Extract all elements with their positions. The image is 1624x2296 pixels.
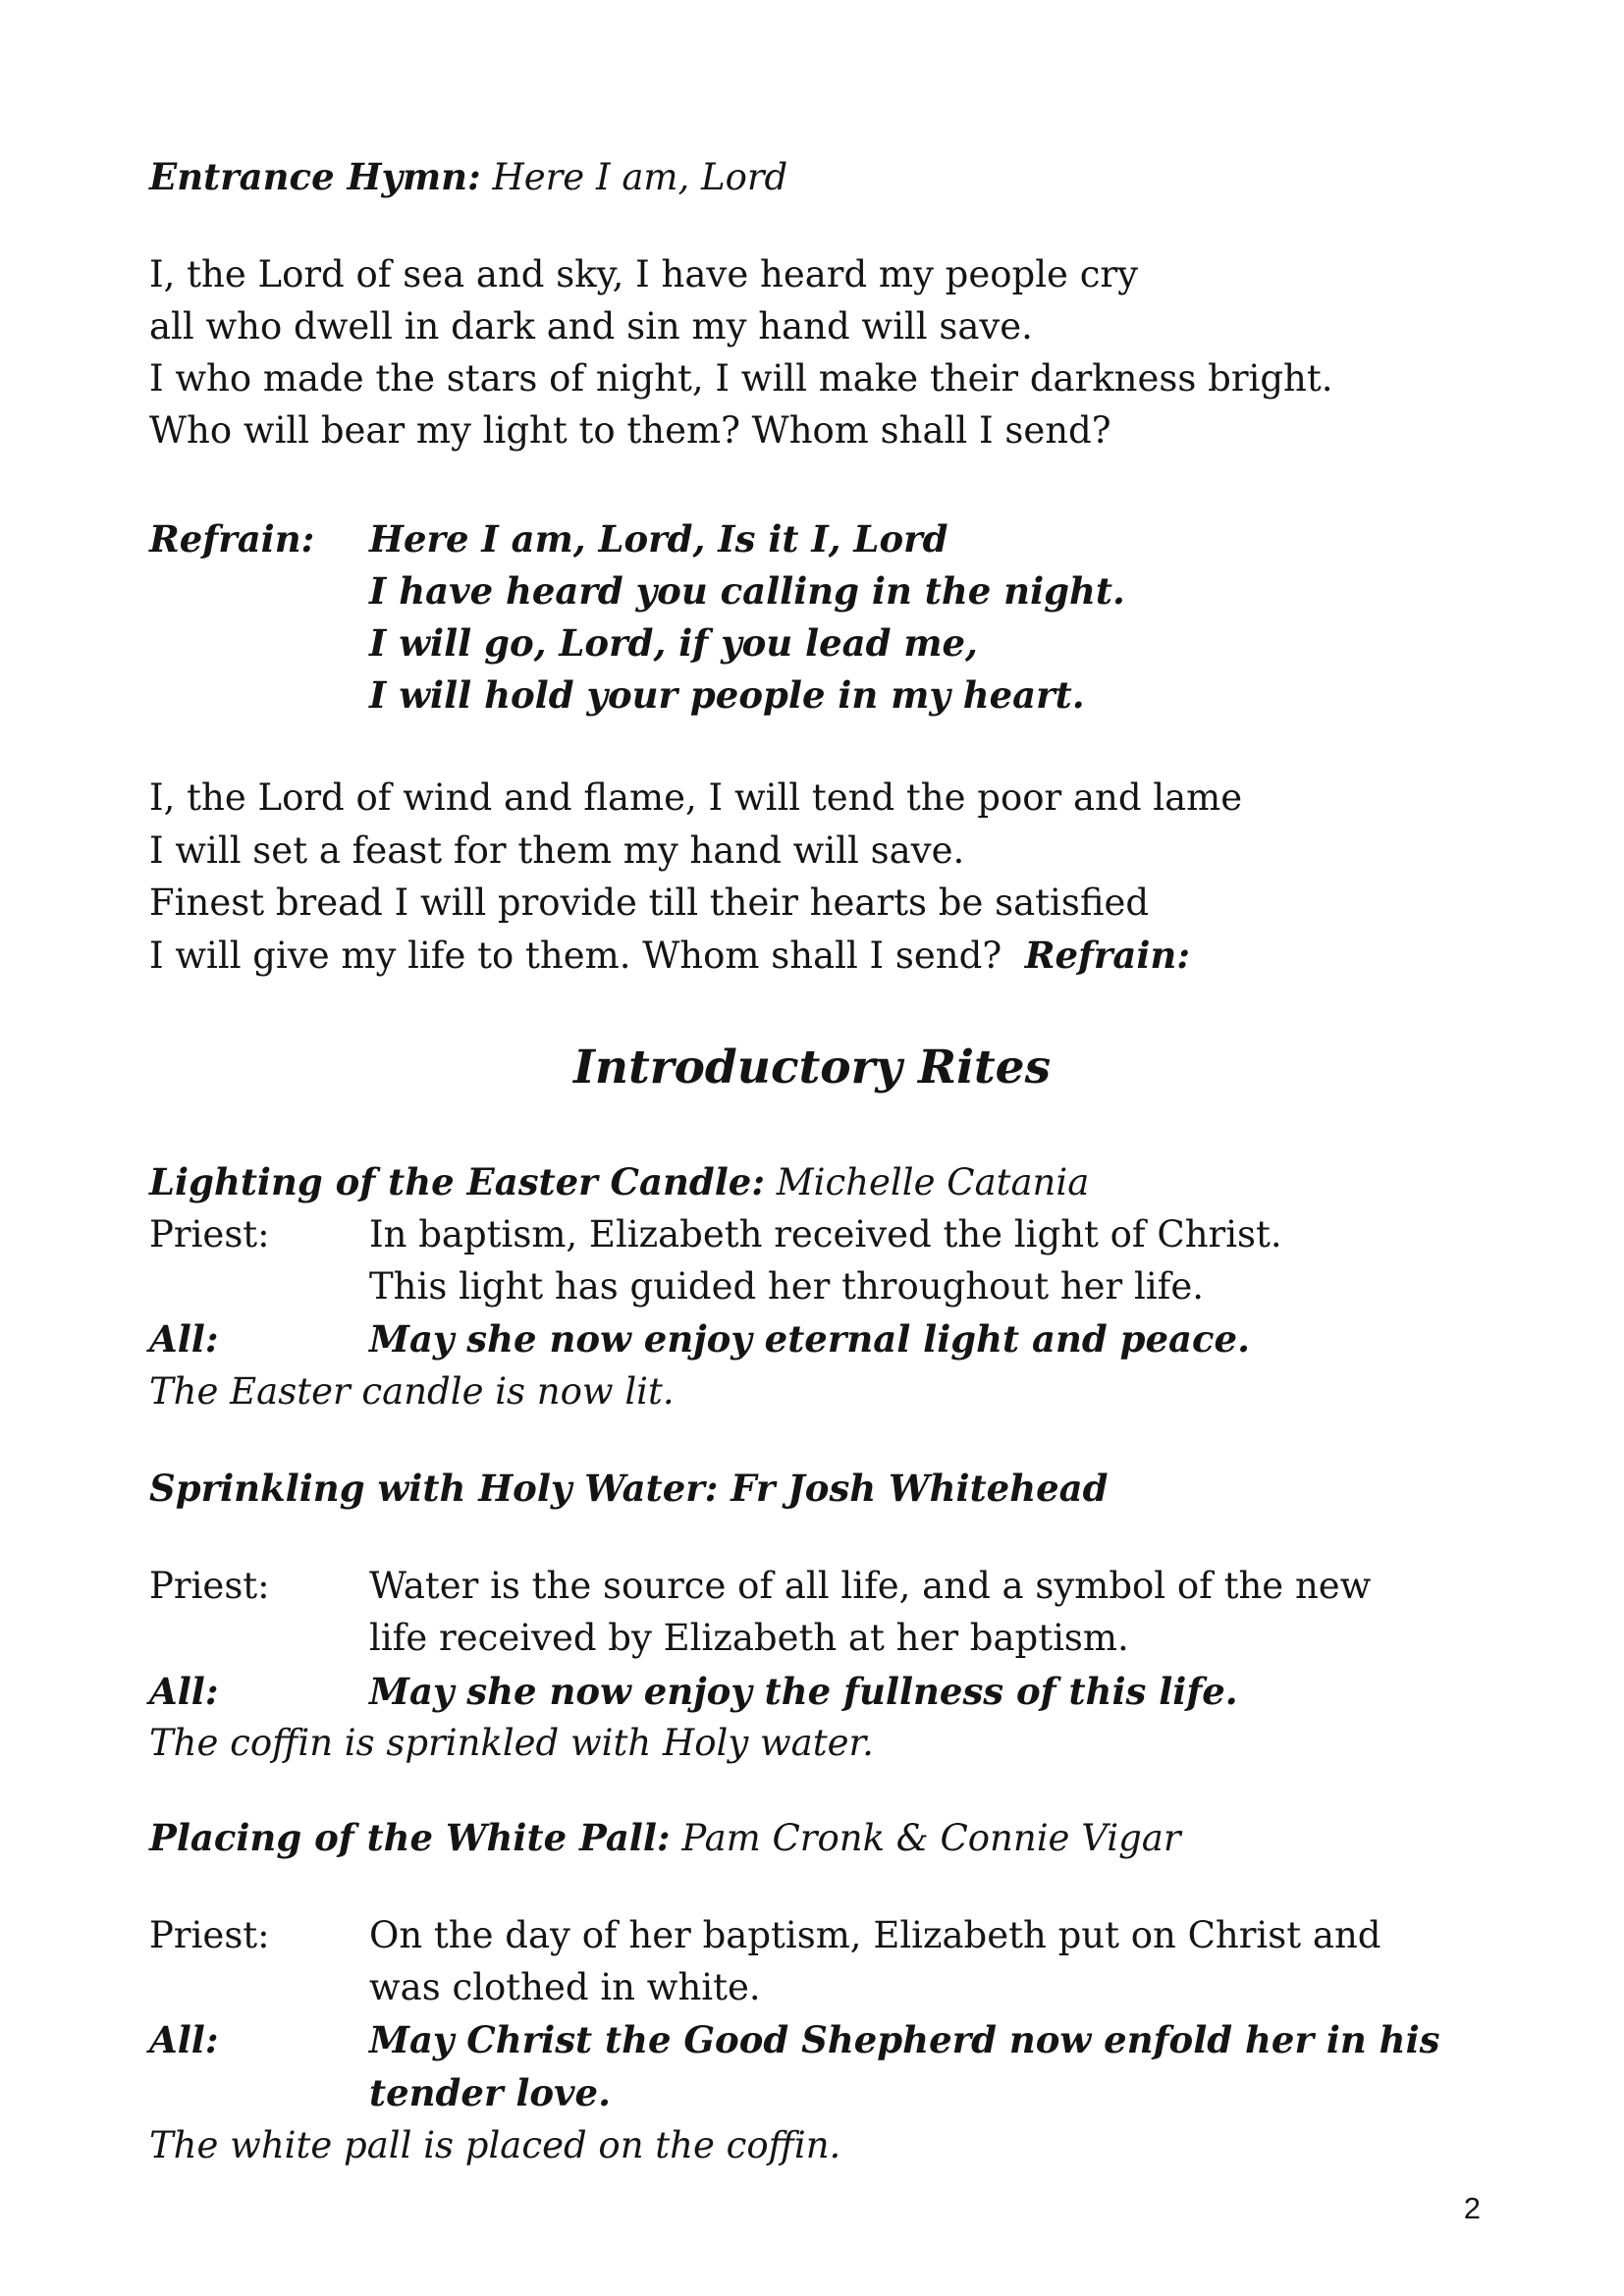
- priest-line: life received by Elizabeth at her baptism.: [369, 1617, 1129, 1659]
- priest-line: was clothed in white.: [369, 1966, 761, 2008]
- priest-label: Priest:: [149, 1213, 270, 1255]
- easter-candle-heading: [149, 1156, 1089, 1208]
- entrance-hymn-label: Entrance Hymn:: [149, 155, 481, 198]
- verse2-line: [149, 930, 1190, 982]
- entrance-hymn-title: Here I am, Lord: [492, 156, 788, 198]
- verse2-last-text: I will give my life to them. Whom shall I send?: [149, 934, 1002, 977]
- verse1-line: all who dwell in dark and sin my hand will save.: [149, 305, 1033, 347]
- rubric: The white pall is placed on the coffin.: [149, 2124, 841, 2166]
- verse2-line: I, the Lord of wind and flame, I will tend the poor and lame: [149, 776, 1243, 819]
- verse2-refrain-cue: Refrain:: [1024, 934, 1190, 977]
- refrain-label: Refrain:: [149, 517, 315, 561]
- verse1-line: I, the Lord of sea and sky, I have heard my people cry: [149, 253, 1139, 295]
- rubric: The coffin is sprinkled with Holy water.: [149, 1722, 874, 1764]
- page-number: 2: [1463, 2191, 1481, 2225]
- verse2-line: Finest bread I will provide till their hearts be satisfied: [149, 881, 1150, 924]
- priest-line: On the day of her baptism, Elizabeth put on Christ and: [369, 1914, 1381, 1956]
- white-pall-people: Pam Cronk & Connie Vigar: [681, 1817, 1181, 1859]
- all-response: May Christ the Good Shepherd now enfold her in his: [369, 2018, 1440, 2061]
- refrain-line: I will hold your people in my heart.: [369, 673, 1085, 717]
- priest-label: Priest:: [149, 1914, 270, 1956]
- easter-candle-label: Lighting of the Easter Candle:: [149, 1160, 765, 1203]
- verse1-line: Who will bear my light to them? Whom shall I send?: [149, 409, 1111, 452]
- verse1-line: I who made the stars of night, I will make their darkness bright.: [149, 357, 1333, 400]
- all-label: All:: [149, 1670, 219, 1713]
- section-title: Introductory Rites: [572, 1041, 1052, 1095]
- priest-label: Priest:: [149, 1565, 270, 1607]
- refrain-line: I will go, Lord, if you lead me,: [369, 621, 978, 665]
- holy-water-heading: Sprinkling with Holy Water: Fr Josh Whitehead: [149, 1467, 1109, 1510]
- all-response: May she now enjoy the fullness of this life.: [369, 1670, 1238, 1713]
- entrance-hymn-heading: [149, 151, 787, 203]
- rubric: The Easter candle is now lit.: [149, 1370, 675, 1413]
- verse2-line: I will set a feast for them my hand will save.: [149, 829, 965, 872]
- all-response: May she now enjoy eternal light and peace.: [369, 1317, 1250, 1361]
- white-pall-heading: [149, 1812, 1181, 1864]
- all-label: All:: [149, 2018, 219, 2061]
- priest-line: In baptism, Elizabeth received the light of Christ.: [369, 1213, 1282, 1255]
- white-pall-label: Placing of the White Pall:: [149, 1816, 671, 1859]
- all-label: All:: [149, 1317, 219, 1361]
- refrain-line: Here I am, Lord, Is it I, Lord: [369, 517, 948, 561]
- refrain-line: I have heard you calling in the night.: [369, 569, 1125, 613]
- all-response: tender love.: [369, 2071, 611, 2114]
- easter-candle-person: Michelle Catania: [776, 1161, 1090, 1203]
- priest-line: Water is the source of all life, and a symbol of the new: [369, 1565, 1372, 1607]
- priest-line: This light has guided her throughout her life.: [369, 1265, 1205, 1308]
